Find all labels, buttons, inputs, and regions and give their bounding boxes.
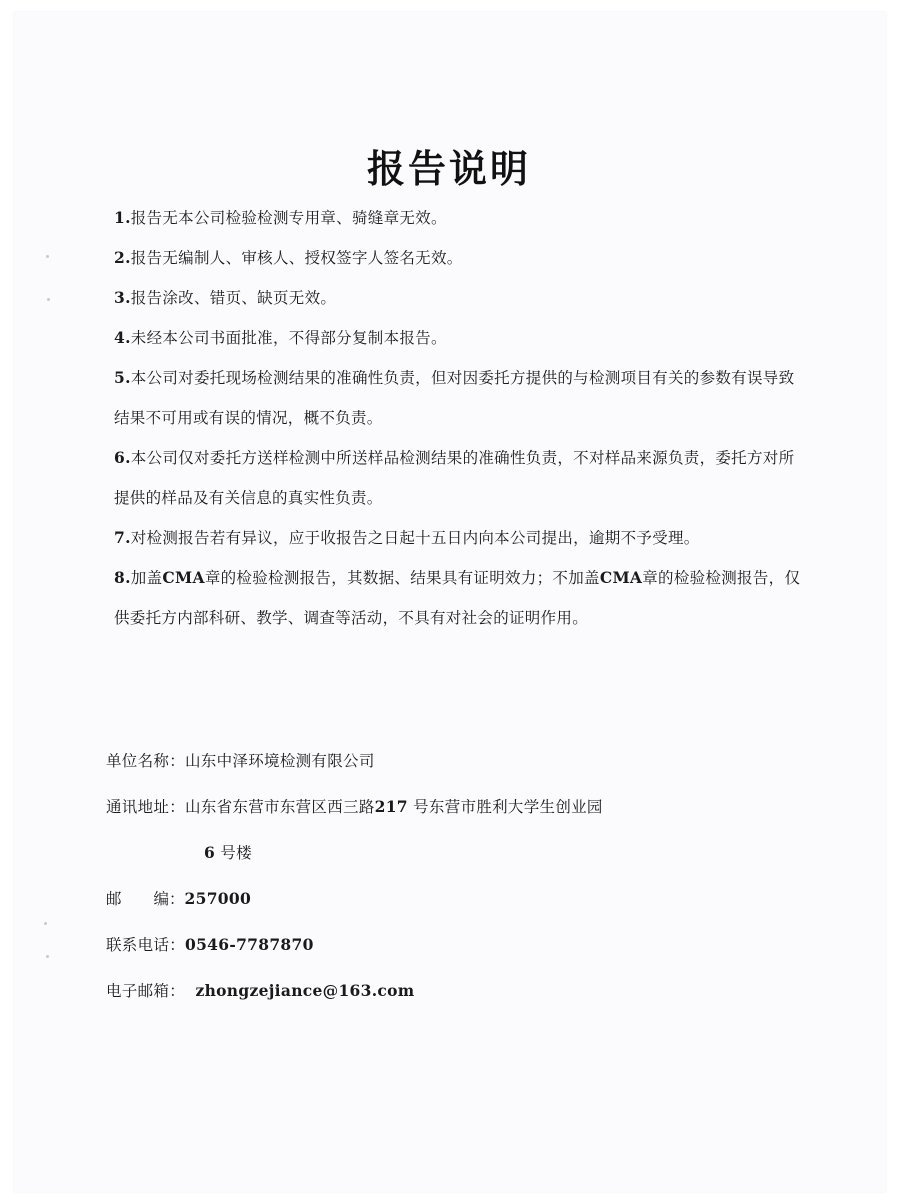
company-name-row bbox=[106, 745, 806, 791]
company-name-label: 单位名称： bbox=[106, 752, 186, 770]
postal-code-label: 邮 编： bbox=[106, 890, 185, 908]
postal-code: 257000 bbox=[184, 889, 252, 908]
phone-row bbox=[106, 929, 806, 975]
phone-label: 联系电话： bbox=[106, 936, 186, 954]
company-info bbox=[106, 745, 806, 1021]
company-name: 山东中泽环境检测有限公司 bbox=[185, 752, 375, 770]
cma-mark-text: CMA bbox=[162, 568, 205, 587]
cma-mark-text: CMA bbox=[599, 568, 643, 587]
email-address: zhongzejiance@163.com bbox=[195, 981, 415, 1000]
page-title: 报告说明 bbox=[366, 147, 531, 191]
clause-2: 2.报告无编制人、审核人、授权签字人签名无效。 bbox=[114, 248, 463, 267]
address-label: 通讯地址： bbox=[106, 798, 186, 816]
clause-6: 6.本公司仅对委托方送样检测中所送样品检测结果的准确性负责，不对样品来源负责，委托方对所提供的样品及有关信息的真实性负责。 bbox=[114, 448, 795, 507]
clause-3: 3.报告涂改、错页、缺页无效。 bbox=[114, 288, 337, 307]
postal-code-row bbox=[106, 883, 806, 929]
report-clauses bbox=[114, 198, 804, 638]
binding-hole-mark bbox=[47, 298, 50, 301]
clause-5: 5.本公司对委托现场检测结果的准确性负责，但对因委托方提供的与检测项目有关的参数有误导致结果不可用或有误的情况，概不负责。 bbox=[114, 368, 795, 427]
clause-7: 7.对检测报告若有异议，应于收报告之日起十五日内向本公司提出，逾期不予受理。 bbox=[114, 528, 700, 547]
clause-1: 1.报告无本公司检验检测专用章、骑缝章无效。 bbox=[114, 208, 447, 227]
binding-hole-mark bbox=[46, 955, 49, 958]
address-value: 山东省东营市东营区西三路217 号东营市胜利大学生创业园 bbox=[185, 797, 603, 816]
phone-number: 0546-7787870 bbox=[185, 935, 314, 954]
email-row bbox=[106, 975, 806, 1021]
clause-8: 8.加盖CMA章的检验检测报告，其数据、结果具有证明效力；不加盖CMA章的检验检测报告，仅供委托方内部科研、教学、调查等活动，不具有对社会的证明作用。 bbox=[114, 568, 801, 627]
address-row-continued: 6 号楼 bbox=[204, 843, 252, 862]
binding-hole-mark bbox=[44, 922, 47, 925]
email-label: 电子邮箱： bbox=[106, 982, 186, 1000]
address-row bbox=[106, 791, 806, 837]
binding-hole-mark bbox=[46, 255, 49, 258]
clause-4: 4.未经本公司书面批准，不得部分复制本报告。 bbox=[114, 328, 447, 347]
